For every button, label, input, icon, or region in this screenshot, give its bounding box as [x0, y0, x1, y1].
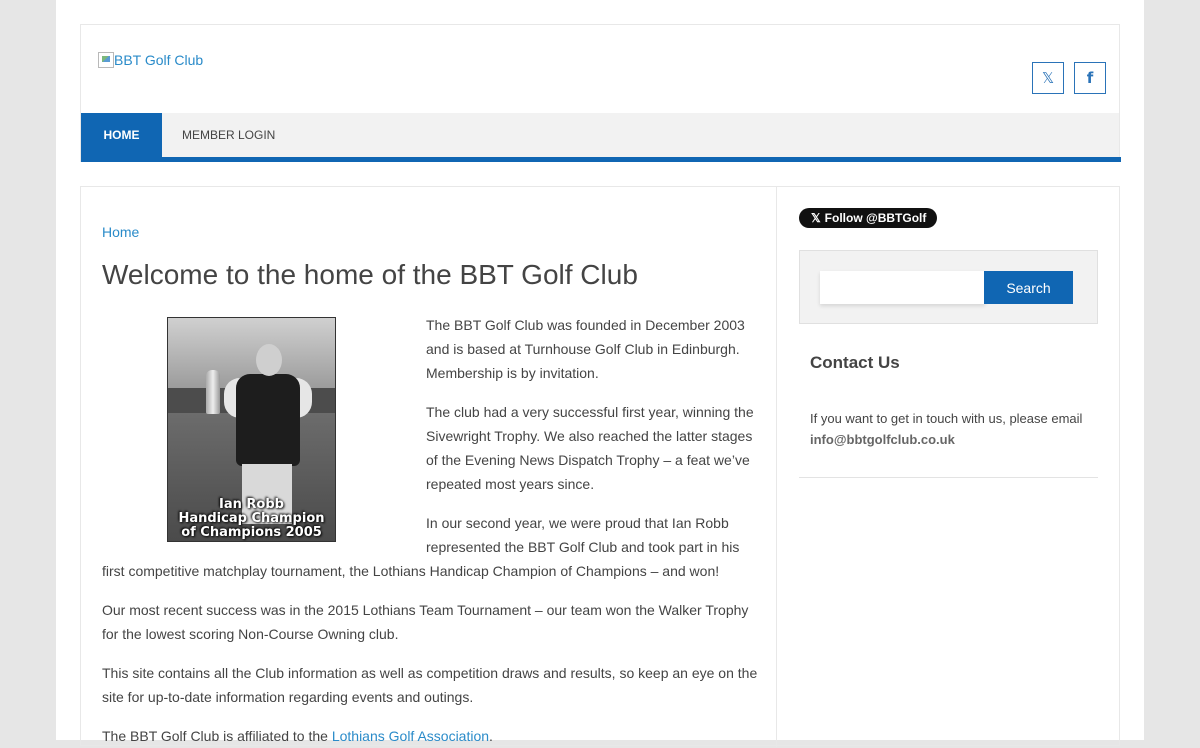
contact-email-link[interactable]: info@bbtgolfclub.co.uk: [810, 432, 955, 447]
second-year-paragraph-end: first competitive matchplay tournament, the Lothians Handicap Champion of Champions – and won!: [102, 563, 720, 579]
facebook-icon: f: [1086, 69, 1094, 87]
site-logo[interactable]: [98, 52, 203, 68]
divider: [799, 477, 1098, 478]
second-year-paragraph-start: In our second year, we were proud that Ian Robb represented the BBT Golf Club and took part in his: [426, 515, 740, 555]
nav-item-member-login[interactable]: MEMBER LOGIN: [182, 128, 276, 142]
main-content: [81, 187, 777, 747]
affiliation-paragraph: The BBT Golf Club is affiliated to the Lothians Golf Association.: [102, 728, 493, 744]
trophy-icon: [206, 370, 220, 414]
follow-label: Follow @BBTGolf: [824, 211, 927, 225]
recent-success-paragraph: Our most recent success was in the 2015 Lothians Team Tournament – our team won the Walker Trophy for the lowest scoring Non-Course Owning club.: [102, 602, 749, 642]
sidebar: [778, 187, 1121, 747]
content-area: [80, 186, 1120, 746]
breadcrumb-home[interactable]: Home: [102, 224, 140, 240]
photo-caption: Ian Robb Handicap Champion of Champions 2005: [178, 497, 325, 540]
broken-image-icon: [98, 52, 114, 68]
intro-paragraph: The BBT Golf Club was founded in December 2003 and is based at Turnhouse Golf Club in Edinburgh. Membership is by invitation.: [426, 317, 745, 381]
nav-item-home[interactable]: HOME: [81, 113, 162, 157]
search-widget: [799, 250, 1098, 324]
logo-alt-text: BBT Golf Club: [114, 52, 204, 68]
page-title: Welcome to the home of the BBT Golf Club: [102, 259, 638, 290]
search-button[interactable]: Search: [984, 271, 1073, 304]
first-year-paragraph: The club had a very successful first year, winning the Sivewright Trophy. We also reached the latter stages of the Evening News Dispatch Trophy – a feat we’ve repeated most years since.: [426, 404, 754, 492]
facebook-link[interactable]: [1074, 62, 1106, 94]
site-header: [80, 24, 1120, 162]
contact-text: If you want to get in touch with us, please email info@bbtgolfclub.co.uk: [810, 411, 1083, 447]
twitter-follow-button[interactable]: [799, 208, 937, 228]
site-info-paragraph: This site contains all the Club information as well as competition draws and results, so keep an eye on the site for up-to-date information regarding events and outings.: [102, 665, 758, 705]
main-nav: [81, 113, 1119, 157]
nav-accent-bar: [81, 157, 1121, 162]
lothians-golf-link[interactable]: Lothians Golf Association: [331, 728, 490, 744]
ian-robb-photo: [167, 317, 336, 542]
search-input[interactable]: [820, 271, 985, 304]
x-twitter-link[interactable]: [1032, 62, 1064, 94]
x-icon: 𝕏: [811, 211, 821, 225]
page: [56, 0, 1144, 744]
x-icon: 𝕏: [1041, 70, 1055, 87]
contact-title: Contact Us: [810, 353, 900, 372]
